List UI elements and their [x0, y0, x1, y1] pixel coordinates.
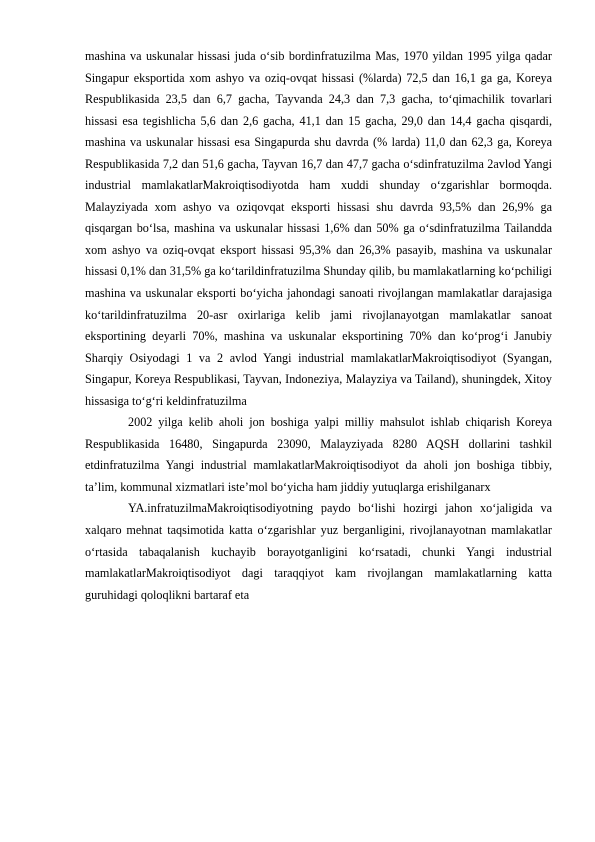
- body-text: [85, 46, 552, 606]
- paragraph-nic-emergence: YA.infratuzilmaMakroiqtisodiyotning paydo boʻlishi hozirgi jahon xoʻjaligida va xalqaro mehnat taqsimotida katta oʻzgarishlar yuz berganligini, rivojlanayotnan mamlakatlar oʻrtasida tabaqalanish kuchayib borayotganligini koʻrsatadi, chunki Yangi industrial mamlakatlarMakroiqtisodiyot dagi taraqqiyot kam rivojlangan mamlakatlarning katta guruhidagi qoloqlikni bartaraf eta: [85, 501, 552, 602]
- paragraph-gdp-per-capita: 2002 yilga kelib aholi jon boshiga yalpi milliy mahsulot ishlab chiqarish Koreya Respublikasida 16480, Singapurda 23090, Malayziyada 8280 AQSH dollarini tashkil etdinfratuzilma Yangi industrial mamlakatlarMakroiqtisodiyot da aholi jon boshiga tibbiy, taʼlim, kommunal xizmatlari isteʼmol boʻyicha ham jiddiy yutuqlarga erishilganarx: [85, 415, 552, 494]
- paragraph-continued: mashina va uskunalar hissasi juda oʻsib bordinfratuzilma Mas, 1970 yildan 1995 yilga qadar Singapur eksportida xom ashyo va oziq-ovqat hissasi (%larda) 72,5 dan 16,1 ga ga, Koreya Respublikasida 23,5 dan 6,7 gacha, Tayvanda 24,3 dan 7,3 gacha, toʻqimachilik tovarlari hissasi esa tegishlicha 5,6 dan 2,6 gacha, 41,1 dan 15 gacha, 29,0 dan 14,4 gacha qisqardi, mashina va uskunalar hissasi esa Singapurda shu davrda (% larda) 11,0 dan 62,3 ga, Koreya Respublikasida 7,2 dan 51,6 gacha, Tayvan 16,7 dan 47,7 gacha oʻsdinfratuzilma 2avlod Yangi industrial mamlakatlarMakroiqtisodiyotda ham xuddi shunday oʻzgarishlar bormoqda. Malayziyada xom ashyo va oziqovqat eksporti hissasi shu davrda 93,5% dan 26,9% ga qisqargan boʻlsa, mashina va uskunalar hissasi 1,6% dan 50% ga oʻsdinfratuzilma Tailandda xom ashyo va oziq-ovqat eksport hissasi 95,3% dan 26,3% pasayib, mashina va uskunalar hissasi 0,1% dan 31,5% ga koʻtarildinfratuzilma Shunday qilib, bu mamlakatlarning koʻpchiligi mashina va uskunalar eksporti boʻyicha jahondagi sanoati rivojlangan mamlakatlar darajasiga koʻtarildinfratuzilma 20-asr oxirlariga kelib jami rivojlanayotgan mamlakatlar sanoat eksportining deyarli 70%, mashina va uskunalar eksportining 70% dan koʻprogʻi Janubiy Sharqiy Osiyodagi 1 va 2 avlod Yangi industrial mamlakatlarMakroiqtisodiyot (Syangan, Singapur, Koreya Respublikasi, Tayvan, Indoneziya, Malayziya va Tailand), shuningdek, Xitoy hissasiga toʻgʻri keldinfratuzilma: [85, 49, 552, 408]
